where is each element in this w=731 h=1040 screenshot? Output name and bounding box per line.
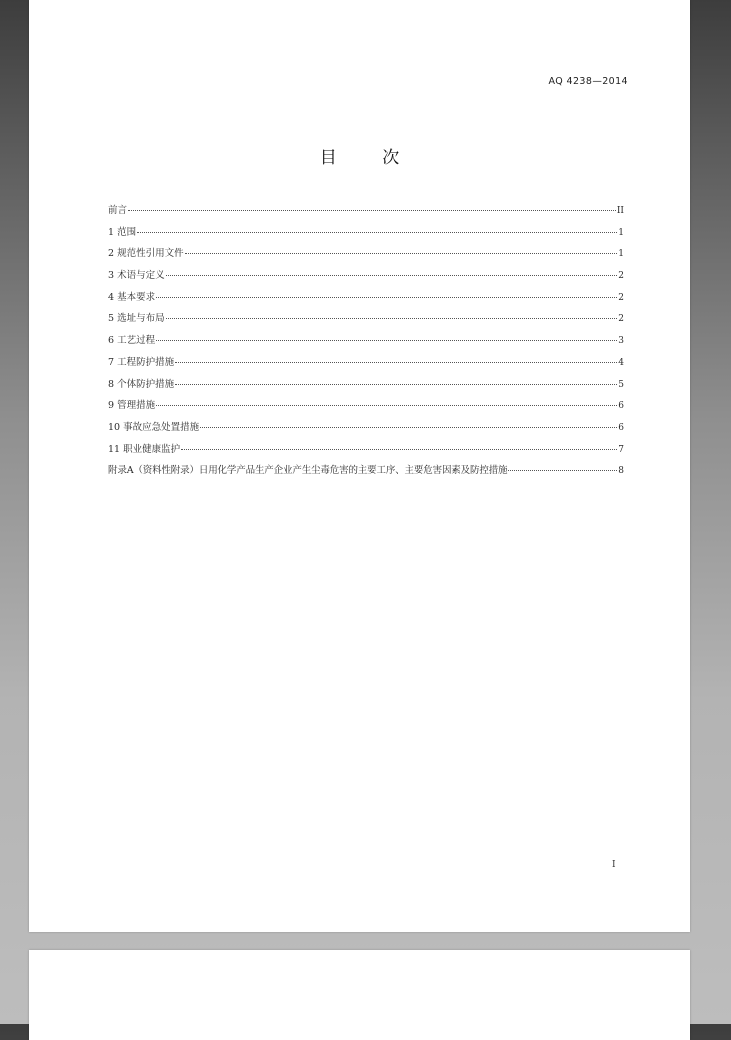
toc-entry-page: 6 (618, 422, 624, 433)
toc-entry[interactable] (108, 289, 624, 311)
toc-entry-page: 1 (618, 249, 624, 260)
toc-entry-page: 6 (618, 401, 624, 412)
toc-entry-label: 前言 (108, 205, 128, 216)
toc-entry[interactable] (108, 397, 624, 419)
toc-entry[interactable] (108, 245, 624, 267)
toc-entry[interactable] (108, 441, 624, 463)
toc-entry-label: 2 规范性引用文件 (108, 248, 184, 260)
toc-leader-dots (156, 405, 617, 406)
toc-leader-dots (137, 232, 617, 233)
standard-code: AQ 4238—2014 (548, 76, 628, 87)
toc-leader-dots (156, 340, 617, 341)
toc-entry-label: 5 选址与布局 (108, 313, 165, 325)
toc-entry-label: 6 工艺过程 (108, 335, 156, 347)
toc-entry[interactable] (108, 354, 624, 376)
toc-entry-annex[interactable] (108, 462, 624, 484)
toc-entry-label: 附录A（资料性附录）日用化学产品生产企业产生尘毒危害的主要工序、主要危害因素及防控措施 (108, 465, 508, 477)
toc-leader-dots (181, 449, 617, 450)
toc-entry[interactable] (108, 419, 624, 441)
toc-entry-label: 9 管理措施 (108, 400, 156, 412)
toc-entry-label: 7 工程防护措施 (108, 356, 175, 368)
toc-leader-dots (175, 362, 617, 363)
toc-leader-dots (166, 318, 618, 319)
next-document-page (29, 950, 690, 1040)
toc-entry-label: 10 事故应急处置措施 (108, 421, 200, 433)
toc-entry-page: 8 (618, 466, 624, 477)
page-number: I (612, 860, 616, 870)
toc-leader-dots (185, 253, 618, 254)
toc-entry[interactable] (108, 202, 624, 224)
toc-entry-label: 4 基本要求 (108, 291, 156, 303)
toc-leader-dots (166, 275, 618, 276)
toc-entry-page: 3 (618, 336, 624, 347)
toc-leader-dots (156, 297, 617, 298)
toc-entry[interactable] (108, 376, 624, 398)
toc-entry[interactable] (108, 224, 624, 246)
toc-entry[interactable] (108, 332, 624, 354)
document-page (29, 0, 690, 932)
toc-entry-page: 5 (618, 379, 624, 390)
toc-leader-dots (175, 384, 617, 385)
toc-entry[interactable] (108, 310, 624, 332)
toc-entry-page: 2 (618, 314, 624, 325)
toc-entry-label: 1 范围 (108, 226, 137, 238)
toc-entry-page: 7 (618, 444, 624, 455)
toc-entry-page: 4 (618, 357, 624, 368)
toc-entry-label: 11 职业健康监护 (108, 443, 181, 455)
toc-leader-dots (508, 470, 617, 471)
toc-entry-page: 1 (618, 227, 624, 238)
toc-entry-page: 2 (618, 271, 624, 282)
toc-entry-page: 2 (618, 292, 624, 303)
toc-leader-dots (200, 427, 617, 428)
toc-leader-dots (128, 210, 616, 211)
toc-entry[interactable] (108, 267, 624, 289)
toc-entry-label: 8 个体防护措施 (108, 378, 175, 390)
toc-entry-page: II (616, 206, 624, 216)
table-of-contents (108, 202, 624, 484)
toc-title: 目 次 (319, 148, 420, 168)
toc-entry-label: 3 术语与定义 (108, 270, 165, 282)
